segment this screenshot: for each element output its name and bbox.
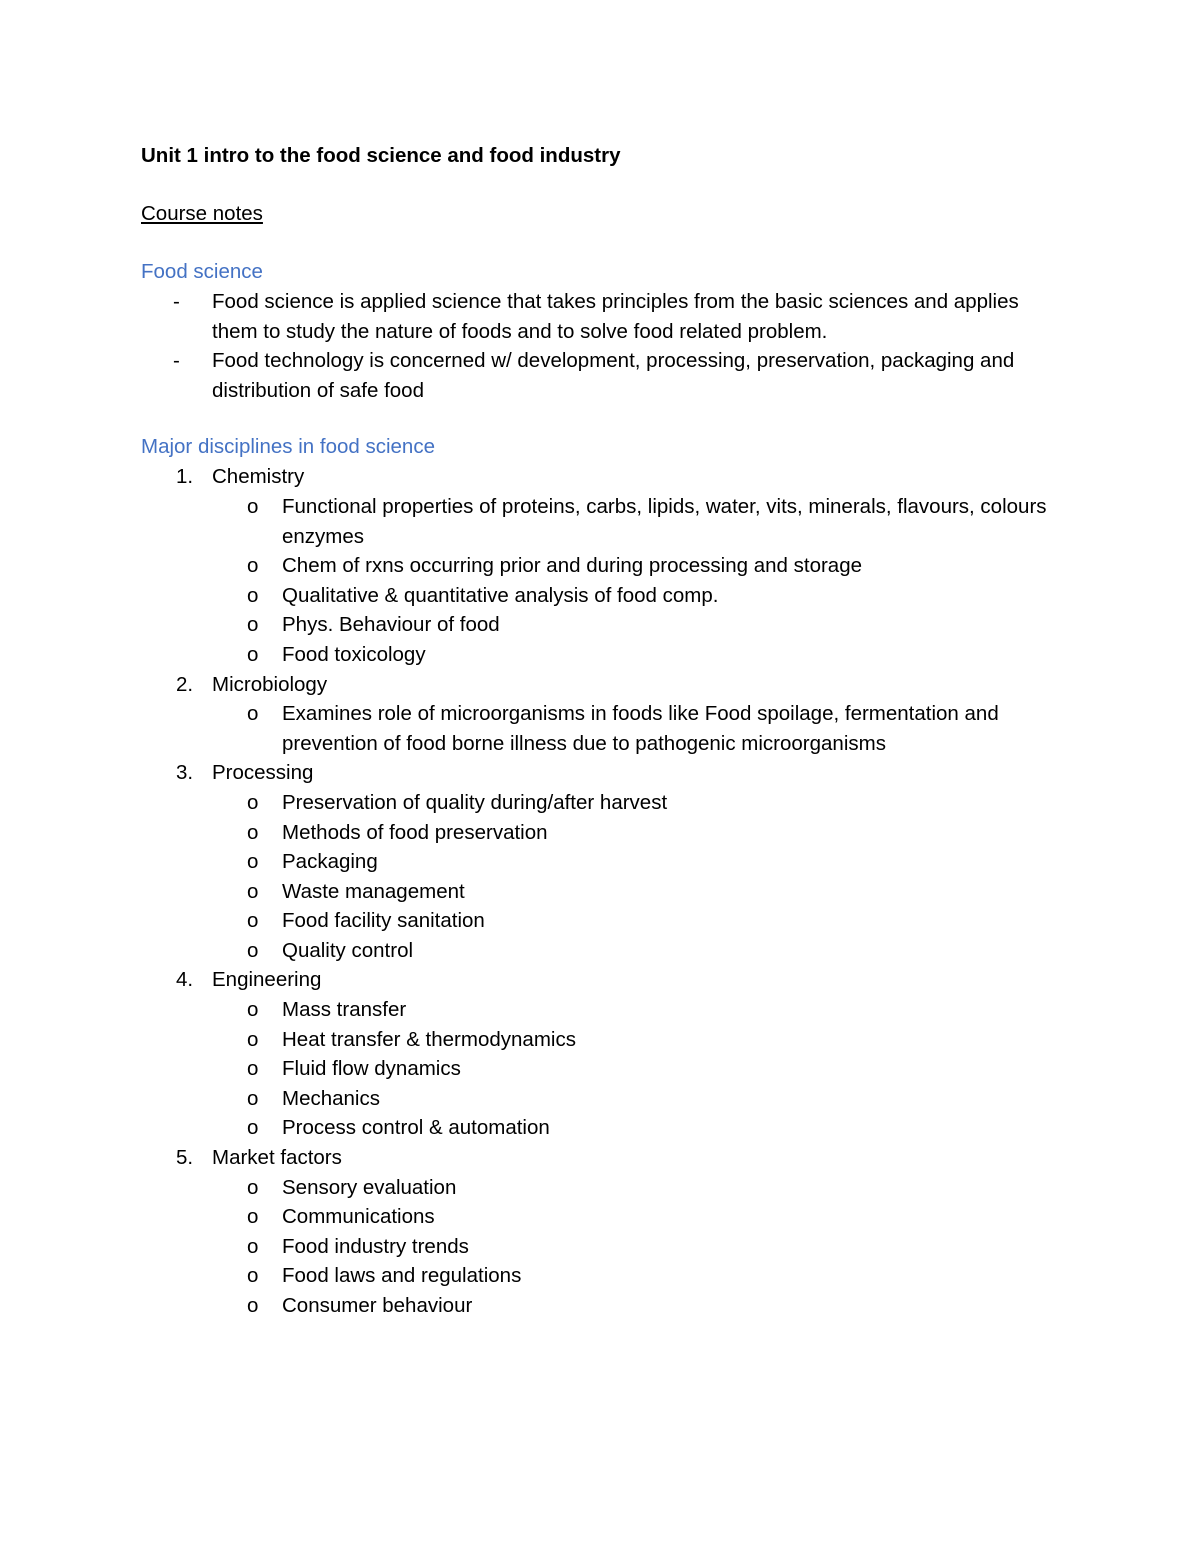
dash-marker: -: [173, 290, 180, 313]
discipline-label: Engineering: [212, 968, 322, 992]
circle-bullet-icon: o: [247, 998, 259, 1022]
list-item: [141, 699, 1061, 758]
circle-bullet-icon: o: [247, 850, 259, 874]
discipline-label: Processing: [212, 761, 314, 785]
section-heading-major-disciplines: Major disciplines in food science: [141, 435, 435, 459]
list-item: [141, 818, 1061, 848]
list-item: [141, 1291, 1061, 1321]
list-item: [141, 1113, 1061, 1143]
circle-bullet-icon: o: [247, 554, 259, 578]
list-item: [141, 492, 1061, 551]
sub-item-text: Methods of food preservation: [282, 820, 548, 844]
sub-item-text: Food toxicology: [282, 642, 426, 666]
list-number: 1.: [176, 465, 194, 489]
sub-item-text: Food facility sanitation: [282, 909, 485, 933]
sub-item-text: Mass transfer: [282, 998, 407, 1022]
circle-bullet-icon: o: [247, 1205, 259, 1229]
section-heading-food-science: Food science: [141, 260, 263, 283]
list-item: [141, 1025, 1061, 1055]
list-item: [141, 1261, 1061, 1291]
list-item: [141, 877, 1061, 907]
circle-bullet-icon: o: [247, 1027, 259, 1051]
document-page: [141, 141, 1061, 1321]
sub-item-text: Quality control: [282, 938, 414, 962]
sub-item-text: Sensory evaluation: [282, 1175, 457, 1199]
discipline-item: [141, 965, 1061, 1143]
circle-bullet-icon: o: [247, 820, 259, 844]
circle-bullet-icon: o: [247, 1175, 259, 1199]
circle-bullet-icon: o: [247, 702, 259, 726]
document-title: Unit 1 intro to the food science and food industry: [141, 144, 621, 167]
circle-bullet-icon: o: [247, 1086, 259, 1110]
discipline-sublist: [141, 1173, 1061, 1321]
circle-bullet-icon: o: [247, 1234, 259, 1258]
discipline-item: [141, 462, 1061, 669]
discipline-sublist: [141, 995, 1061, 1143]
list-item: [141, 551, 1061, 581]
list-item: [141, 995, 1061, 1025]
list-item: [141, 1173, 1061, 1203]
dash-marker: -: [173, 349, 180, 373]
list-item: [141, 581, 1061, 611]
circle-bullet-icon: o: [247, 1057, 259, 1081]
circle-bullet-icon: o: [247, 613, 259, 637]
circle-bullet-icon: o: [247, 1264, 259, 1288]
list-item: [141, 788, 1061, 818]
sub-item-text: Preservation of quality during/after harvest: [282, 790, 668, 814]
circle-bullet-icon: o: [247, 909, 259, 933]
discipline-item: [141, 758, 1061, 965]
circle-bullet-icon: o: [247, 1116, 259, 1140]
list-item: [141, 1232, 1061, 1262]
list-item: [141, 610, 1061, 640]
circle-bullet-icon: o: [247, 879, 259, 903]
list-item: [141, 287, 1061, 346]
sub-item-text: Chem of rxns occurring prior and during processing and storage: [282, 554, 862, 578]
sub-item-text: Mechanics: [282, 1086, 380, 1110]
list-item: [141, 1054, 1061, 1084]
document-subtitle: Course notes: [141, 202, 263, 225]
sub-item-text: Fluid flow dynamics: [282, 1057, 461, 1081]
sub-item-text: Heat transfer & thermodynamics: [282, 1027, 576, 1051]
list-item: [141, 906, 1061, 936]
discipline-label: Microbiology: [212, 672, 328, 696]
discipline-item: [141, 1143, 1061, 1321]
list-item: [141, 936, 1061, 966]
list-item: [141, 346, 1061, 405]
circle-bullet-icon: o: [247, 1294, 259, 1317]
circle-bullet-icon: o: [247, 494, 259, 518]
disciplines-numbered-list: [141, 462, 1061, 1320]
discipline-label: Chemistry: [212, 465, 305, 489]
list-item: [141, 640, 1061, 670]
sub-item-text: Communications: [282, 1205, 435, 1229]
sub-item-text: Examines role of microorganisms in foods like Food spoilage, fermentation and prevention of food borne illness due to pathogenic microorganisms: [282, 702, 999, 755]
sub-item-text: Food laws and regulations: [282, 1264, 522, 1288]
sub-item-text: Phys. Behaviour of food: [282, 613, 500, 637]
sub-item-text: Qualitative & quantitative analysis of food comp.: [282, 583, 719, 607]
sub-item-text: Food industry trends: [282, 1234, 469, 1258]
sub-item-text: Waste management: [282, 879, 465, 903]
list-item: [141, 847, 1061, 877]
list-number: 3.: [176, 761, 194, 785]
list-number: 4.: [176, 968, 194, 992]
discipline-label: Market factors: [212, 1146, 342, 1170]
sub-item-text: Packaging: [282, 850, 378, 874]
food-science-bullet-list: [141, 287, 1061, 405]
discipline-sublist: [141, 492, 1061, 670]
sub-item-text: Functional properties of proteins, carbs, lipids, water, vits, minerals, flavours, colours enzymes: [282, 494, 1047, 548]
bullet-text: Food science is applied science that takes principles from the basic sciences and applies them to study the nature of foods and to solve food related problem.: [212, 290, 1019, 343]
discipline-item: [141, 670, 1061, 759]
circle-bullet-icon: o: [247, 642, 259, 666]
sub-item-text: Process control & automation: [282, 1116, 550, 1140]
list-item: [141, 1202, 1061, 1232]
discipline-sublist: [141, 699, 1061, 758]
discipline-sublist: [141, 788, 1061, 966]
bullet-text: Food technology is concerned w/ development, processing, preservation, packaging and distribution of safe food: [212, 349, 1015, 402]
sub-item-text: Consumer behaviour: [282, 1294, 473, 1317]
list-item: [141, 1084, 1061, 1114]
circle-bullet-icon: o: [247, 583, 259, 607]
circle-bullet-icon: o: [247, 790, 259, 814]
circle-bullet-icon: o: [247, 938, 259, 962]
list-number: 5.: [176, 1146, 194, 1170]
list-number: 2.: [176, 672, 194, 696]
